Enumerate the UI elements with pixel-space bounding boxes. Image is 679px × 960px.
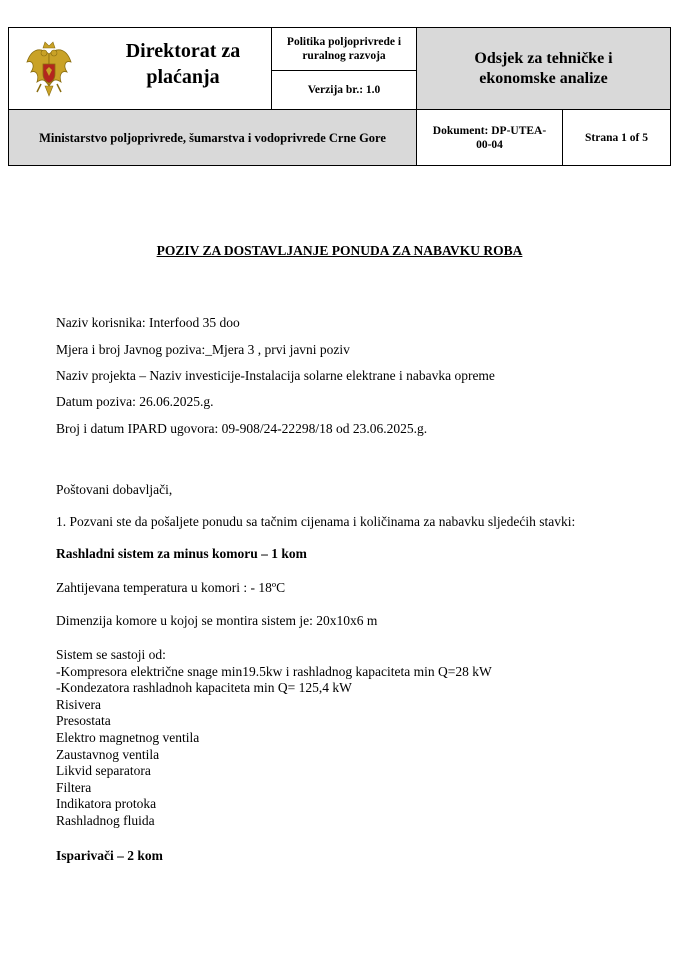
list-item: -Kompresora električne snage min19.5kw i rashladnog kapaciteta min Q=28 kW — [56, 663, 492, 679]
version-text: Verzija br.: 1.0 — [307, 84, 381, 96]
page-cell — [562, 109, 671, 166]
list-item: Risivera — [56, 696, 101, 712]
beneficiary-name: Naziv korisnika: Interfood 35 doo — [56, 315, 240, 330]
list-item: Presostata — [56, 713, 111, 729]
coat-of-arms-icon — [25, 40, 73, 102]
greeting: Poštovani dobavljači, — [56, 482, 173, 497]
measure-info: Mjera i broj Javnog poziva:_Mjera 3 , prvi javni poziv — [56, 342, 350, 357]
department-text: Odsjek za tehničke i ekonomske analize — [474, 49, 613, 87]
item1-dimensions: Dimenzija komore u kojoj se montira sistem je: 20x10x6 m — [56, 613, 378, 628]
item1-heading: Rashladni sistem za minus komoru – 1 kom — [56, 546, 307, 561]
ministry-cell — [8, 109, 417, 166]
call-date: Datum poziva: 26.06.2025.g. — [56, 394, 214, 409]
item1-temperature: Zahtijevana temperatura u komori : - 18ºC — [56, 580, 286, 595]
department-cell — [416, 27, 671, 110]
list-item: Rashladnog fluida — [56, 812, 155, 828]
components-list — [56, 647, 492, 830]
document-cell — [416, 109, 563, 166]
page-number: Strana 1 of 5 — [585, 131, 648, 144]
document-title: POZIV ZA DOSTAVLJANJE PONUDA ZA NABAVKU ROBA — [156, 243, 523, 258]
org-name: Direktorat za plaćanja — [125, 40, 241, 88]
document-code: Dokument: DP-UTEA-00-04 — [432, 124, 547, 151]
list-item: -Kondezatora rashladnoh kapaciteta min Q= 125,4 kW — [56, 680, 352, 696]
item2-heading: Isparivači – 2 kom — [56, 848, 163, 863]
policy-cell — [271, 27, 417, 71]
list-item: Elektro magnetnog ventila — [56, 729, 200, 745]
list-item: Filtera — [56, 779, 92, 795]
list-item: Indikatora protoka — [56, 796, 157, 812]
contract-number: Broj i datum IPARD ugovora: 09-908/24-22298/18 od 23.06.2025.g. — [56, 421, 428, 436]
ministry-text: Ministarstvo poljoprivrede, šumarstva i vodoprivrede Crne Gore — [39, 130, 386, 145]
document-header — [8, 27, 671, 166]
list-item: Sistem se sastoji od: — [56, 647, 166, 662]
list-item: Likvid separatora — [56, 763, 151, 779]
version-cell — [271, 70, 417, 110]
policy-text: Politika poljoprivrede i ruralnog razvoja — [286, 36, 402, 62]
project-name: Naziv projekta – Naziv investicije-Instalacija solarne elektrane i nabavka opreme — [56, 368, 495, 383]
org-cell — [8, 27, 272, 110]
intro-paragraph: 1. Pozvani ste da pošaljete ponudu sa tačnim cijenama i količinama za nabavku sljedećih stavki: — [56, 514, 576, 529]
list-item: Zaustavnog ventila — [56, 746, 160, 762]
